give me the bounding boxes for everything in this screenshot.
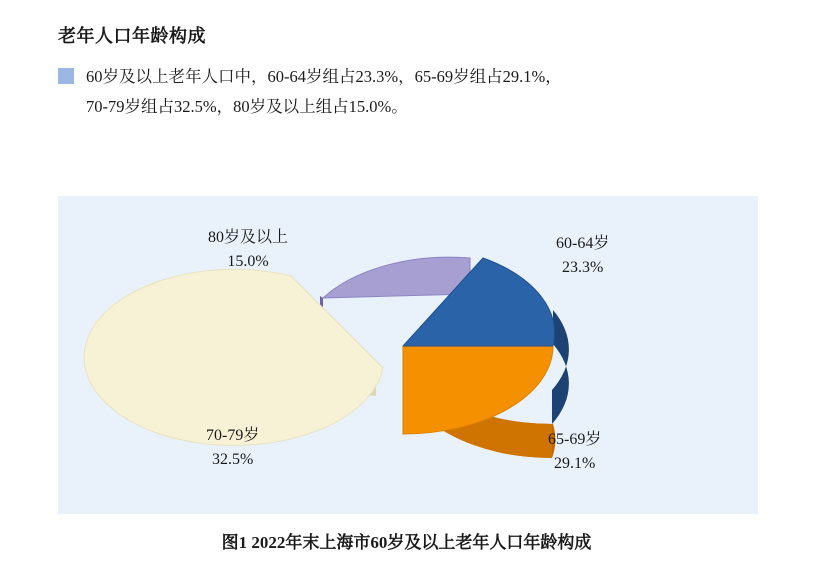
label-60-64-name: 60-64岁 xyxy=(556,235,610,252)
legend xyxy=(58,62,758,122)
figure-caption: 图1 2022年末上海市60岁及以上老年人口年龄构成 xyxy=(221,533,592,552)
label-80-plus-value: 15.0% xyxy=(227,253,269,270)
page-title: 老年人口年龄构成 xyxy=(58,26,206,46)
label-65-69 xyxy=(548,428,601,476)
label-60-64 xyxy=(556,232,609,280)
label-70-79-name: 70-79岁 xyxy=(206,427,260,444)
label-65-69-name: 65-69岁 xyxy=(548,431,602,448)
label-80-plus-name: 80岁及以上 xyxy=(208,229,289,246)
label-65-69-value: 29.1% xyxy=(554,455,596,472)
label-60-64-value: 23.3% xyxy=(562,259,604,276)
pie-svg xyxy=(58,196,758,514)
label-70-79 xyxy=(206,424,259,472)
label-80-plus xyxy=(208,226,288,274)
legend-text xyxy=(86,62,562,122)
slice-65-69 xyxy=(403,346,553,434)
chart-canvas xyxy=(58,196,758,514)
label-70-79-value: 32.5% xyxy=(212,451,254,468)
pie-chart xyxy=(58,196,758,514)
legend-swatch xyxy=(58,68,74,84)
legend-line-1: 60岁及以上老年人口中，60-64岁组占23.3%，65-69岁组占29.1%， xyxy=(86,67,562,86)
slice-80-plus xyxy=(323,257,470,298)
legend-line-2: 70-79岁组占32.5%，80岁及以上组占15.0%。 xyxy=(86,97,408,116)
